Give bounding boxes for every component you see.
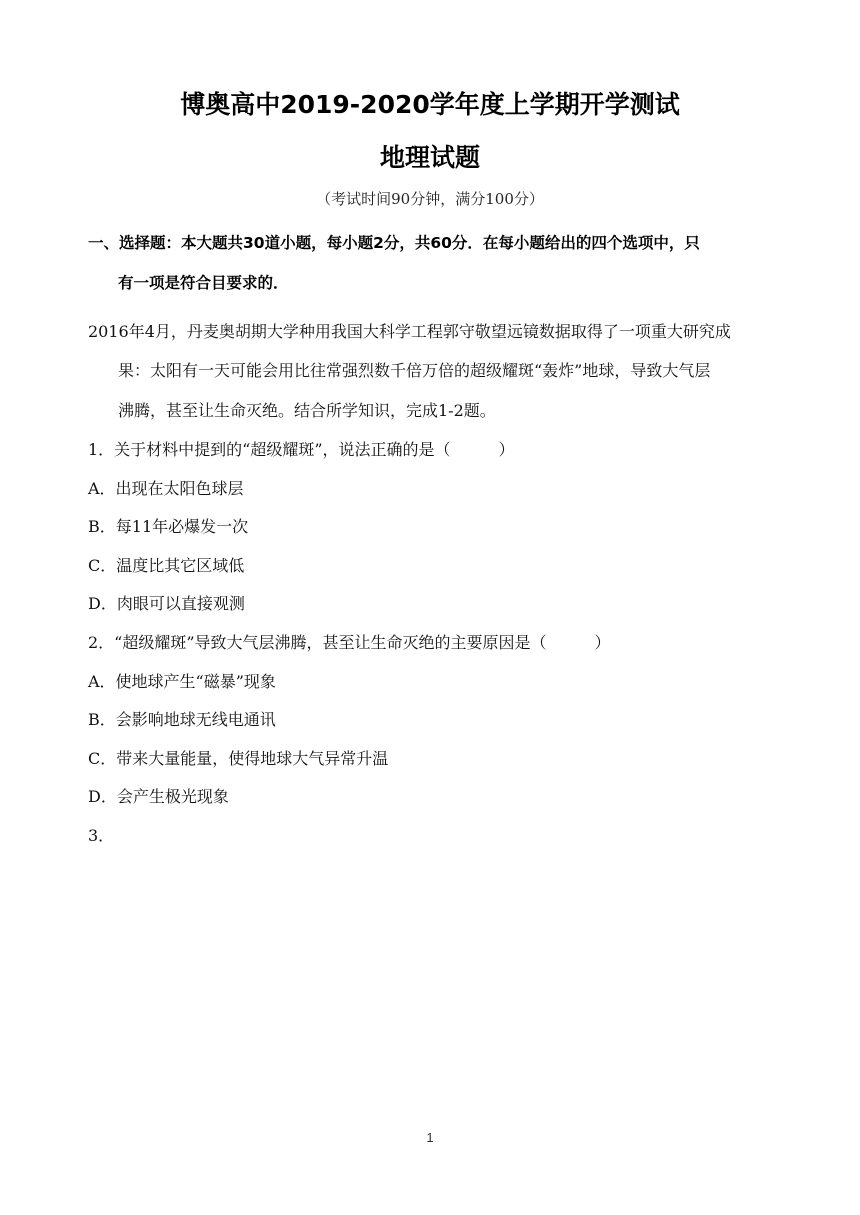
question-1-option-d: D．肉眼可以直接观测 [88, 594, 245, 613]
question-2-stem: 2．“超级耀斑”导致大气层沸腾，甚至让生命灭绝的主要原因是（ ） [88, 633, 611, 652]
question-2-option-b: B．会影响地球无线电通讯 [88, 710, 276, 729]
page-number: 1 [426, 1130, 434, 1145]
subject-title: 地理试题 [379, 143, 480, 172]
question-1-option-b: B．每11年必爆发一次 [88, 517, 249, 536]
exam-info: （考试时间90分钟，满分100分） [316, 190, 544, 208]
question-3-stem: 3． [88, 826, 115, 845]
section-heading-line-2: 有一项是符合目要求的． [118, 274, 289, 292]
section-heading-line-1: 一、选择题：本大题共30道小题，每小题2分，共60分．在每小题给出的四个选项中，只 [88, 234, 700, 252]
question-2-option-c: C．带来大量能量，使得地球大气异常升温 [88, 749, 389, 768]
passage-line-1: 2016年4月，丹麦奥胡期大学种用我国大科学工程郭守敬望远镜数据取得了一项重大研究成 [88, 322, 731, 341]
question-2-option-d: D．会产生极光现象 [88, 787, 229, 806]
exam-title: 博奥高中2019-2020学年度上学期开学测试 [180, 90, 680, 119]
passage-line-3: 沸腾，甚至让生命灭绝。结合所学知识，完成1-2题。 [118, 401, 496, 420]
question-1-option-c: C．温度比其它区域低 [88, 556, 245, 575]
question-1-stem: 1．关于材料中提到的“超级耀斑”，说法正确的是（ ） [88, 440, 515, 459]
question-2-option-a: A．使地球产生“磁暴”现象 [88, 672, 276, 691]
passage-line-2: 果：太阳有一天可能会用比往常强烈数千倍万倍的超级耀斑“轰炸”地球，导致大气层 [118, 361, 711, 380]
question-1-option-a: A．出现在太阳色球层 [88, 479, 244, 498]
